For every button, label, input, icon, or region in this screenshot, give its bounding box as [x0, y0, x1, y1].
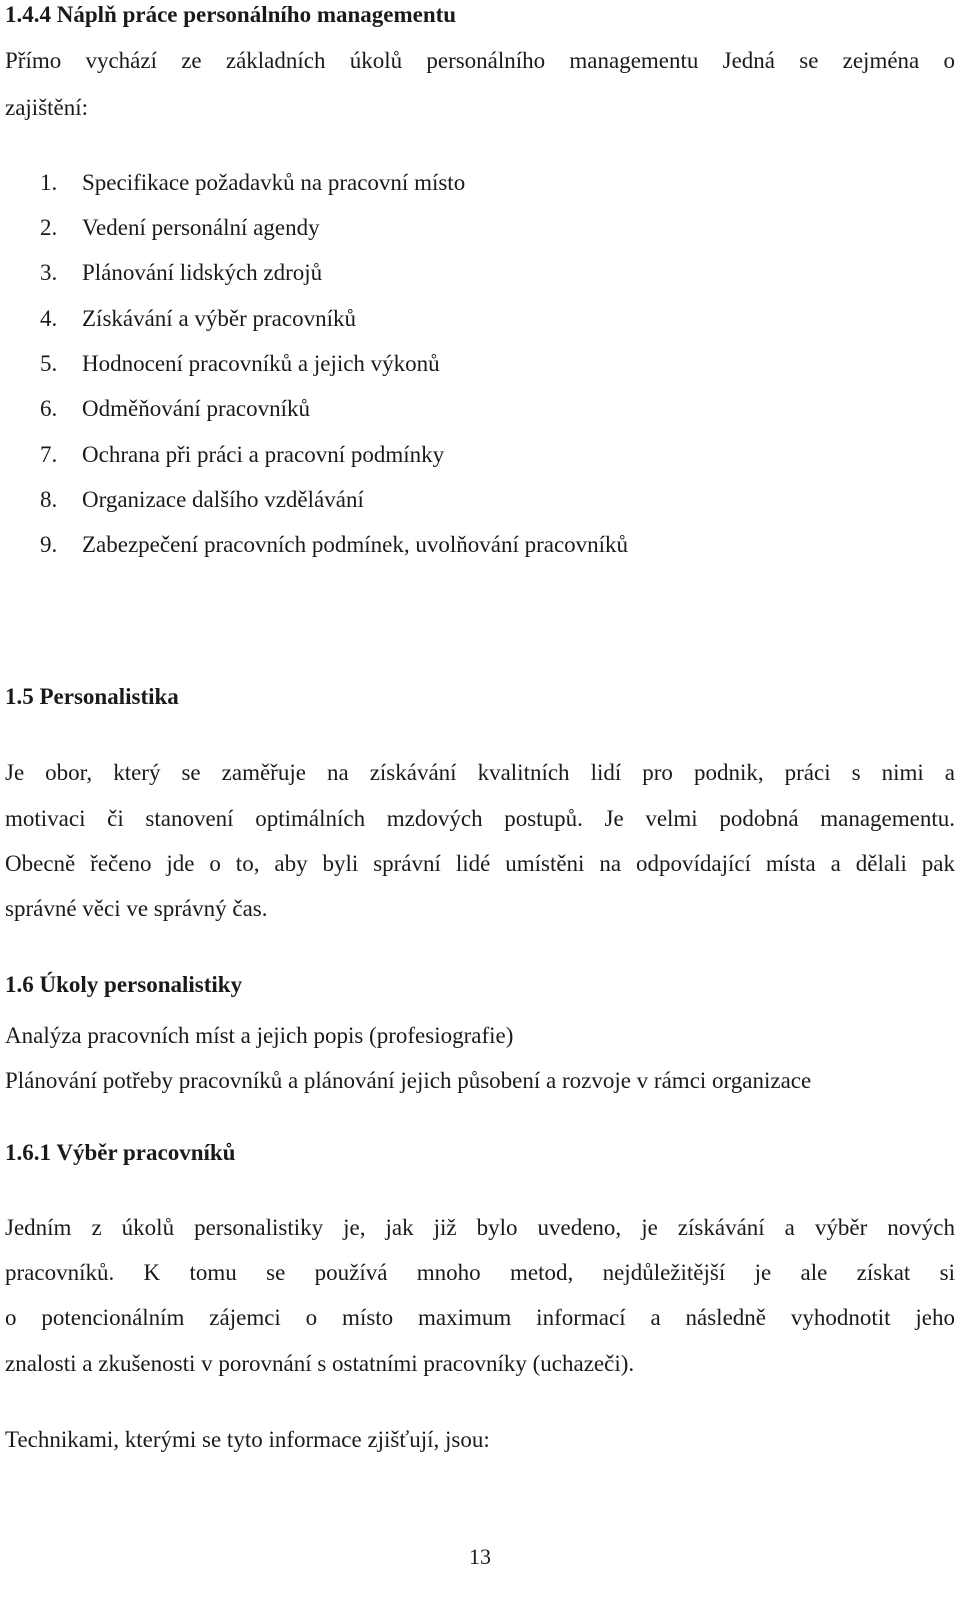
paragraph-line: o potencionálním zájemci o místo maximum informací a následně vyhodnotit jeho: [5, 1305, 955, 1330]
paragraph-line: pracovníků. K tomu se používá mnoho metod, nejdůležitější je ale získat si: [5, 1260, 955, 1285]
list-item-number: 7.: [40, 442, 58, 467]
intro-paragraph-line: zajištění:: [5, 95, 89, 120]
list-item: [40, 530, 628, 560]
list-item-number: 8.: [40, 487, 58, 512]
paragraph-line: znalosti a zkušenosti v porovnání s ostatními pracovníky (uchazeči).: [5, 1351, 635, 1376]
list-item: [40, 440, 444, 470]
page-number: 13: [469, 1544, 491, 1569]
list-item: [40, 349, 440, 379]
list-item-number: 5.: [40, 351, 58, 376]
list-item: [40, 304, 356, 334]
paragraph-line: správné věci ve správný čas.: [5, 896, 268, 921]
list-item-number: 3.: [40, 260, 58, 285]
list-item-text: Zabezpečení pracovních podmínek, uvolňování pracovníků: [82, 532, 629, 557]
paragraph-line: motivaci či stanovení optimálních mzdových postupů. Je velmi podobná managementu.: [5, 806, 955, 831]
section-heading-1-4-4: 1.4.4 Náplň práce personálního managementu: [5, 2, 457, 27]
paragraph-line: Obecně řečeno jde o to, aby byli správní lidé umístěni na odpovídající místa a dělali pak: [5, 851, 955, 876]
list-item: [40, 394, 310, 424]
list-item: [40, 485, 364, 515]
list-item-text: Specifikace požadavků na pracovní místo: [82, 170, 466, 195]
list-item-text: Vedení personální agendy: [82, 215, 320, 240]
list-item-text: Získávání a výběr pracovníků: [82, 306, 356, 331]
list-item-text: Odměňování pracovníků: [82, 396, 311, 421]
list-item-text: Ochrana při práci a pracovní podmínky: [82, 442, 445, 467]
list-item: [40, 168, 465, 198]
paragraph-line: Analýza pracovních míst a jejich popis (profesiografie): [5, 1023, 514, 1048]
paragraph-line: Technikami, kterými se tyto informace zjišťují, jsou:: [5, 1427, 490, 1452]
list-item-text: Plánování lidských zdrojů: [82, 260, 323, 285]
section-heading-1-6-1: 1.6.1 Výběr pracovníků: [5, 1140, 236, 1165]
list-item-number: 6.: [40, 396, 58, 421]
list-item-text: Organizace dalšího vzdělávání: [82, 487, 364, 512]
paragraph-line: Jedním z úkolů personalistiky je, jak již bylo uvedeno, je získávání a výběr nových: [5, 1215, 955, 1240]
list-item-number: 1.: [40, 170, 58, 195]
list-item-number: 2.: [40, 215, 58, 240]
list-item: [40, 213, 320, 243]
list-item-text: Hodnocení pracovníků a jejich výkonů: [82, 351, 440, 376]
intro-paragraph-line: Přímo vychází ze základních úkolů personálního managementu Jedná se zejména o: [5, 48, 955, 73]
paragraph-line: Plánování potřeby pracovníků a plánování jejich působení a rozvoje v rámci organizace: [5, 1068, 812, 1093]
list-item-number: 4.: [40, 306, 58, 331]
paragraph-line: Je obor, který se zaměřuje na získávání kvalitních lidí pro podnik, práci s nimi a: [5, 760, 955, 785]
section-heading-1-5: 1.5 Personalistika: [5, 684, 179, 709]
section-heading-1-6: 1.6 Úkoly personalistiky: [5, 972, 243, 997]
list-item-number: 9.: [40, 532, 58, 557]
list-item: [40, 258, 322, 288]
